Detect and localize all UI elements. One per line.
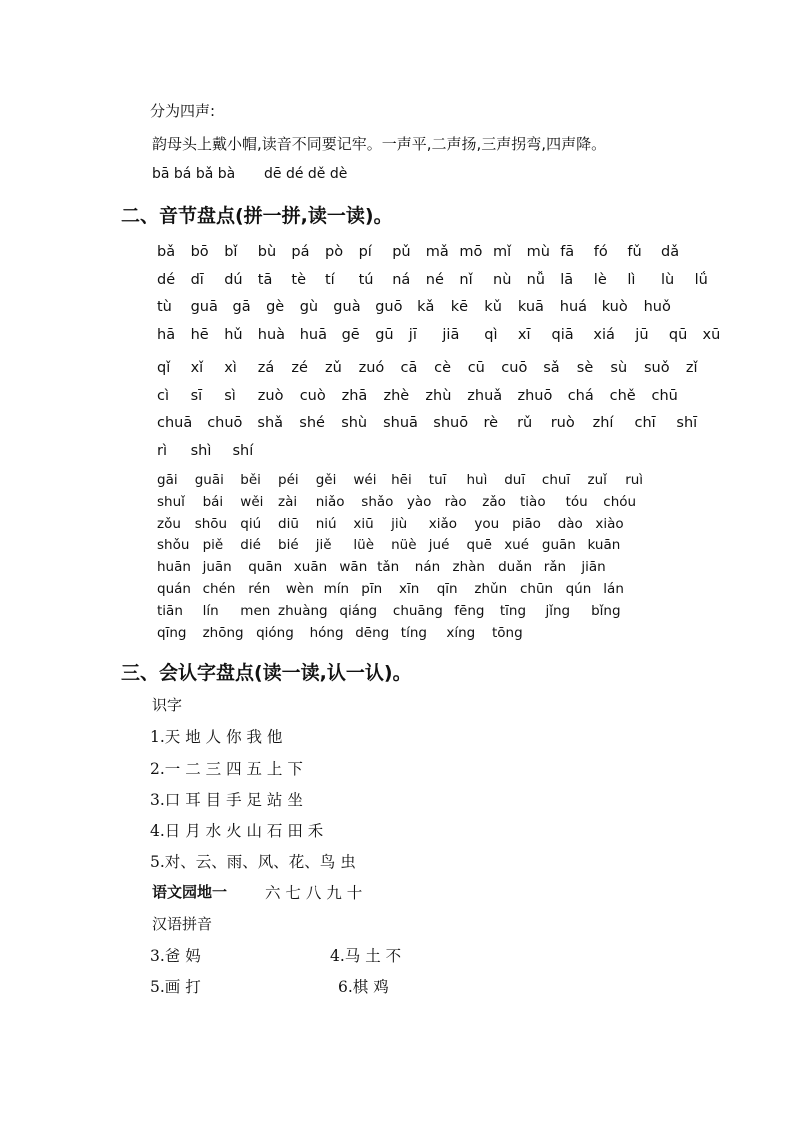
char-line-5: 5.对、云、雨、风、花、鸟 虫 bbox=[150, 853, 356, 871]
syllable: xū bbox=[702, 326, 721, 343]
syllable: pǔ bbox=[392, 244, 411, 260]
syllable: cì bbox=[157, 387, 170, 404]
syllable: zé bbox=[291, 360, 308, 376]
syllable: wān bbox=[339, 559, 368, 576]
syllable: kǎ bbox=[417, 299, 435, 315]
syllable: nán bbox=[414, 559, 441, 576]
syllable: guā bbox=[190, 299, 218, 315]
syllable: piāo bbox=[512, 515, 541, 532]
syllable: wèn bbox=[285, 581, 314, 597]
syllable: tú bbox=[358, 271, 374, 288]
syllable: jū bbox=[635, 326, 649, 343]
syllable: qiáng bbox=[339, 602, 378, 619]
syllable: zuò bbox=[257, 387, 284, 404]
syllable: kē bbox=[450, 299, 469, 315]
syllable: cuō bbox=[501, 360, 528, 376]
syllable: zuó bbox=[358, 360, 385, 376]
syllable: né bbox=[425, 271, 444, 288]
syllable: xiào bbox=[595, 515, 624, 532]
syllable: xuān bbox=[293, 559, 328, 576]
syllable: shé bbox=[299, 415, 325, 431]
syllable: dǎ bbox=[661, 244, 680, 260]
syllable: xiá bbox=[593, 326, 615, 343]
syllable: qīn bbox=[436, 581, 458, 597]
syllable: sǎ bbox=[543, 360, 560, 376]
syllable: tǎn bbox=[377, 559, 400, 576]
intro-rhyme: 韵母头上戴小帽,读音不同要记牢。一声平,二声扬,三声拐弯,四声降。 bbox=[152, 135, 607, 153]
syllable: bái bbox=[202, 493, 224, 510]
syllable: dào bbox=[557, 515, 583, 532]
syllable: xiǎo bbox=[428, 515, 458, 532]
syllable: lüè bbox=[353, 537, 375, 554]
pinyin-label: 汉语拼音 bbox=[152, 915, 213, 933]
syllable: mín bbox=[323, 581, 350, 597]
syllable: ruì bbox=[625, 472, 644, 488]
syllable: zhǔn bbox=[474, 581, 508, 597]
syllable: dié bbox=[240, 537, 261, 554]
syllable: lì bbox=[627, 271, 636, 288]
section3-title: 三、会认字盘点(读一读,认一认)。 bbox=[121, 662, 412, 684]
syllable: zǒu bbox=[157, 515, 181, 532]
syllable: pá bbox=[291, 244, 310, 260]
syllable: nǚ bbox=[526, 271, 545, 288]
syllable: mǎ bbox=[425, 244, 449, 260]
syllable: huān bbox=[157, 559, 191, 576]
syllable: guà bbox=[333, 299, 361, 315]
syllable: chě bbox=[609, 387, 636, 404]
syllable: zhí bbox=[592, 415, 614, 431]
syllable: hóng bbox=[309, 624, 344, 641]
syllable: tóu bbox=[565, 493, 588, 510]
syllable: kǔ bbox=[484, 299, 502, 315]
char-line-2: 2.一 二 三 四 五 上 下 bbox=[150, 760, 303, 778]
syllable: kuān bbox=[587, 537, 621, 554]
syllable: qiú bbox=[240, 515, 262, 532]
syllable: cū bbox=[467, 360, 485, 376]
syllable: chuāng bbox=[392, 602, 443, 619]
syllable: qì bbox=[484, 326, 498, 343]
syllable: mǐ bbox=[493, 244, 512, 260]
pair-right-1: 4.马 土 不 bbox=[330, 947, 402, 965]
syllable: kuā bbox=[517, 299, 544, 315]
syllable: men bbox=[240, 602, 271, 619]
syllable: tōng bbox=[492, 624, 523, 641]
syllable: xué bbox=[504, 537, 530, 554]
syllable: jiā bbox=[442, 326, 460, 343]
syllable: dú bbox=[224, 271, 243, 288]
section2-title: 二、音节盘点(拼一拼,读一读)。 bbox=[121, 205, 393, 227]
syllable: fēng bbox=[454, 602, 485, 619]
syllable: qǐ bbox=[157, 360, 171, 376]
syllable: hǔ bbox=[224, 326, 243, 343]
syllable: shǎo bbox=[361, 493, 394, 510]
syllable: zhuǎ bbox=[467, 387, 503, 404]
syllable: jiān bbox=[581, 559, 606, 576]
syllable: qiā bbox=[551, 326, 574, 343]
syllable: bǐng bbox=[591, 602, 621, 619]
syllable: tíng bbox=[400, 624, 427, 641]
syllable: cè bbox=[434, 360, 451, 376]
syllable: zá bbox=[257, 360, 275, 376]
syllable: wéi bbox=[353, 472, 377, 488]
syllable: rǎn bbox=[543, 559, 567, 576]
syllable: tè bbox=[291, 271, 306, 288]
syllable: guān bbox=[541, 537, 576, 554]
syllable: duǎn bbox=[498, 559, 533, 576]
syllable: fó bbox=[593, 244, 608, 260]
syllable: lā bbox=[560, 271, 574, 288]
syllable: jiě bbox=[315, 537, 332, 554]
syllable: péi bbox=[278, 472, 299, 488]
syllable: chū bbox=[651, 387, 678, 404]
syllable: pí bbox=[358, 244, 372, 260]
syllable: tù bbox=[157, 299, 172, 315]
syllable: gā bbox=[232, 299, 251, 315]
syllable: nǐ bbox=[459, 271, 473, 288]
syllable: gē bbox=[341, 326, 360, 343]
syllable: nüè bbox=[391, 537, 417, 554]
syllable: zhè bbox=[383, 387, 410, 404]
syllable: xǐ bbox=[190, 360, 204, 376]
syllable: yào bbox=[406, 493, 432, 510]
pair-right-2: 6.棋 鸡 bbox=[338, 978, 389, 996]
syllable: chūn bbox=[520, 581, 554, 597]
syllable: shí bbox=[232, 442, 254, 459]
syllable: bǐ bbox=[224, 244, 238, 260]
tone-examples-d: dē dé dě dè bbox=[264, 166, 348, 182]
syllable: kuò bbox=[601, 299, 628, 315]
syllable: huā bbox=[299, 326, 327, 343]
pair-left-1: 3.爸 妈 bbox=[150, 947, 201, 965]
syllable: bù bbox=[257, 244, 277, 260]
syllable: cā bbox=[400, 360, 418, 376]
syllable: shuǐ bbox=[157, 493, 185, 510]
syllable: pīn bbox=[361, 581, 383, 597]
intro-label: 分为四声: bbox=[150, 102, 216, 120]
syllable: zǐ bbox=[685, 360, 698, 376]
syllable: tiān bbox=[157, 602, 183, 619]
syllable: gāi bbox=[157, 472, 178, 488]
syllable: juān bbox=[202, 559, 232, 576]
syllable: shì bbox=[190, 442, 212, 459]
syllable: chuō bbox=[207, 415, 243, 431]
syllable: xī bbox=[517, 326, 531, 343]
syllable: mō bbox=[459, 244, 483, 260]
syllable: jiù bbox=[391, 515, 408, 532]
syllable: mù bbox=[526, 244, 550, 260]
syllable: lè bbox=[593, 271, 607, 288]
syllable: tí bbox=[325, 271, 335, 288]
syllable: jī bbox=[408, 326, 417, 343]
syllable: dé bbox=[157, 271, 176, 288]
syllable: quán bbox=[157, 581, 191, 597]
char-line-4: 4.日 月 水 火 山 石 田 禾 bbox=[150, 822, 324, 840]
syllable: wěi bbox=[240, 493, 264, 510]
syllable: guāi bbox=[194, 472, 224, 488]
syllable: zhù bbox=[425, 387, 452, 404]
syllable: sī bbox=[190, 387, 203, 404]
syllable: gè bbox=[266, 299, 285, 315]
syllable: qióng bbox=[256, 624, 294, 641]
syllable: bǎ bbox=[157, 244, 176, 260]
syllable: xíng bbox=[446, 624, 476, 641]
syllable: quē bbox=[466, 537, 492, 554]
yuanwen-chars: 六 七 八 九 十 bbox=[265, 884, 363, 902]
syllable: niú bbox=[315, 515, 337, 532]
syllable: ruò bbox=[550, 415, 575, 431]
syllable: huá bbox=[559, 299, 588, 315]
syllable: rào bbox=[444, 493, 467, 510]
syllable: you bbox=[474, 515, 500, 532]
shizi-label: 识字 bbox=[152, 696, 183, 714]
syllable: duī bbox=[504, 472, 526, 488]
char-line-1: 1.天 地 人 你 我 他 bbox=[150, 728, 283, 746]
pair-left-2: 5.画 打 bbox=[150, 978, 201, 996]
syllable: pò bbox=[325, 244, 344, 260]
syllable: chuī bbox=[541, 472, 571, 488]
syllable: lín bbox=[202, 602, 219, 619]
syllable: chá bbox=[567, 387, 594, 404]
syllable: zhàn bbox=[452, 559, 485, 576]
syllable: shù bbox=[341, 415, 368, 431]
syllable: cuò bbox=[299, 387, 326, 404]
syllable: rì bbox=[157, 442, 167, 459]
syllable: qīng bbox=[157, 624, 187, 641]
syllable: lù bbox=[661, 271, 675, 288]
syllable: tīng bbox=[499, 602, 527, 619]
syllable: quān bbox=[248, 559, 283, 576]
syllable: zhuàng bbox=[278, 602, 328, 619]
syllable: gù bbox=[299, 299, 319, 315]
syllable: nù bbox=[493, 271, 512, 288]
syllable: rǔ bbox=[517, 415, 533, 431]
syllable: niǎo bbox=[315, 493, 345, 510]
syllable: dēng bbox=[355, 624, 390, 641]
syllable: huǒ bbox=[643, 299, 671, 315]
syllable: zhōng bbox=[202, 624, 244, 641]
syllable: lǘ bbox=[694, 271, 708, 288]
syllable: gěi bbox=[315, 472, 337, 488]
syllable: shǎ bbox=[257, 415, 284, 431]
syllable: zǔ bbox=[325, 360, 342, 376]
syllable: zhuō bbox=[517, 387, 553, 404]
syllable: rè bbox=[483, 415, 499, 431]
syllable: chuā bbox=[157, 415, 193, 431]
syllable: shī bbox=[676, 415, 698, 431]
syllable: rén bbox=[248, 581, 271, 597]
syllable: ná bbox=[392, 271, 411, 288]
syllable: suǒ bbox=[644, 360, 670, 376]
syllable: chén bbox=[202, 581, 236, 597]
syllable: sè bbox=[576, 360, 594, 376]
char-line-3: 3.口 耳 目 手 足 站 坐 bbox=[150, 791, 303, 809]
syllable: zǎo bbox=[482, 493, 506, 510]
syllable: shuā bbox=[383, 415, 418, 431]
syllable: zuǐ bbox=[587, 472, 607, 488]
syllable: xīn bbox=[399, 581, 420, 597]
syllable: zài bbox=[278, 493, 298, 510]
syllable: hē bbox=[190, 326, 209, 343]
syllable: huà bbox=[257, 326, 286, 343]
syllable: jǐng bbox=[545, 602, 571, 619]
syllable: sì bbox=[224, 387, 236, 404]
syllable: tuī bbox=[428, 472, 447, 488]
syllable: jué bbox=[428, 537, 450, 554]
syllable: hā bbox=[157, 326, 176, 343]
syllable: zhā bbox=[341, 387, 368, 404]
syllable: shōu bbox=[194, 515, 228, 532]
syllable: fā bbox=[560, 244, 575, 260]
syllable: sù bbox=[610, 360, 628, 376]
syllable: hēi bbox=[391, 472, 412, 488]
syllable: tiào bbox=[520, 493, 546, 510]
syllable: shuō bbox=[433, 415, 469, 431]
syllable: guō bbox=[375, 299, 403, 315]
syllable: chóu bbox=[603, 493, 637, 510]
syllable: xì bbox=[224, 360, 237, 376]
syllable: qū bbox=[668, 326, 688, 343]
syllable: diū bbox=[278, 515, 299, 532]
syllable: fǔ bbox=[627, 244, 642, 260]
syllable: lán bbox=[603, 581, 624, 597]
yuanwen-label: 语文园地一 bbox=[152, 883, 228, 901]
syllable: tā bbox=[257, 271, 273, 288]
syllable: dī bbox=[190, 271, 204, 288]
tone-examples-b: bā bá bǎ bà bbox=[152, 166, 236, 182]
syllable: bō bbox=[190, 244, 209, 260]
syllable: bié bbox=[278, 537, 299, 554]
syllable: chī bbox=[634, 415, 656, 431]
syllable: piě bbox=[202, 537, 224, 554]
syllable: qún bbox=[565, 581, 592, 597]
syllable: shǒu bbox=[157, 537, 190, 554]
syllable: xiū bbox=[353, 515, 374, 532]
syllable: huì bbox=[466, 472, 488, 488]
syllable: běi bbox=[240, 472, 261, 488]
syllable: gū bbox=[375, 326, 394, 343]
